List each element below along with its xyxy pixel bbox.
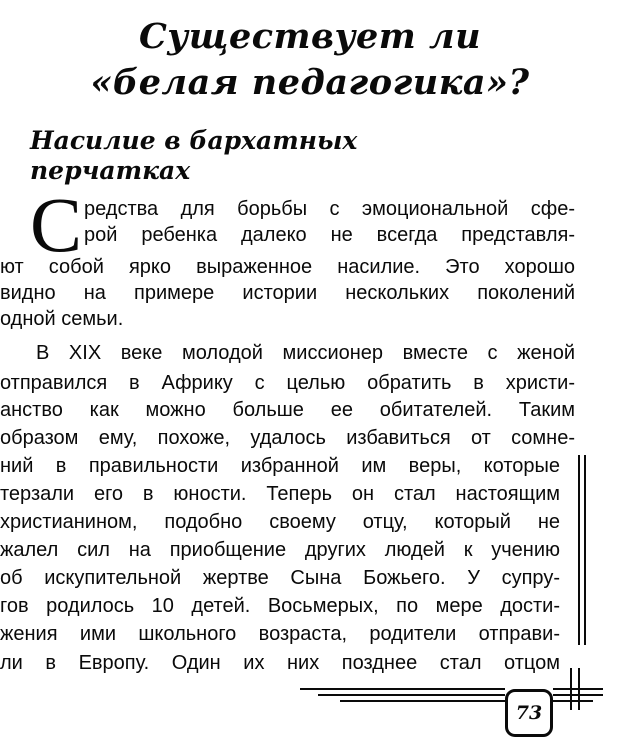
body-line: ли в Европу. Один их них позднее стал отцом <box>0 652 560 674</box>
body-line: видно на примере истории нескольких поколений <box>0 282 575 304</box>
body-line: рой ребенка далеко не всегда представля- <box>84 224 575 246</box>
chapter-title-line-2: «белая педагогика»? <box>90 62 530 103</box>
margin-rule <box>578 455 580 645</box>
footer-rule <box>578 668 580 710</box>
margin-rule <box>584 455 586 645</box>
body-line: образом ему, похоже, удалось избавиться от сомне- <box>0 427 575 449</box>
body-line: одной семьи. <box>0 308 124 330</box>
body-line: жалел сил на приобщение других людей к учению <box>0 539 560 561</box>
footer-rule <box>570 668 572 710</box>
section-heading-line-1: Насилие в бархатных <box>30 126 358 155</box>
body-line: жения ими школьного возраста, родители отправи- <box>0 623 560 645</box>
footer-rule <box>318 694 505 696</box>
drop-cap: С <box>30 181 83 268</box>
body-line: об искупительной жертве Сына Божьего. У супру- <box>0 567 560 589</box>
chapter-title-line-1: Существует ли <box>138 16 482 57</box>
footer-rule <box>553 700 593 702</box>
body-line: отправился в Африку с целью обратить в христи- <box>0 372 575 394</box>
body-line: В XIX веке молодой миссионер вместе с женой <box>36 342 575 364</box>
footer-rule <box>300 688 505 690</box>
body-line: анство как можно больше ее обитателей. Таким <box>0 399 575 421</box>
section-heading-line-2: перчатках <box>30 156 191 185</box>
body-line: ний в правильности избранной им веры, которые <box>0 455 560 477</box>
footer-rule <box>340 700 505 702</box>
body-line: гов родилось 10 детей. Восьмерых, по мере дости- <box>0 595 560 617</box>
page-number: 73 <box>505 689 553 737</box>
body-line: терзали его в юности. Теперь он стал настоящим <box>0 483 560 505</box>
body-line: христианином, подобно своему отцу, который не <box>0 511 560 533</box>
body-line: ют собой ярко выраженное насилие. Это хорошо <box>0 256 575 278</box>
body-line: редства для борьбы с эмоциональной сфе- <box>84 198 575 220</box>
